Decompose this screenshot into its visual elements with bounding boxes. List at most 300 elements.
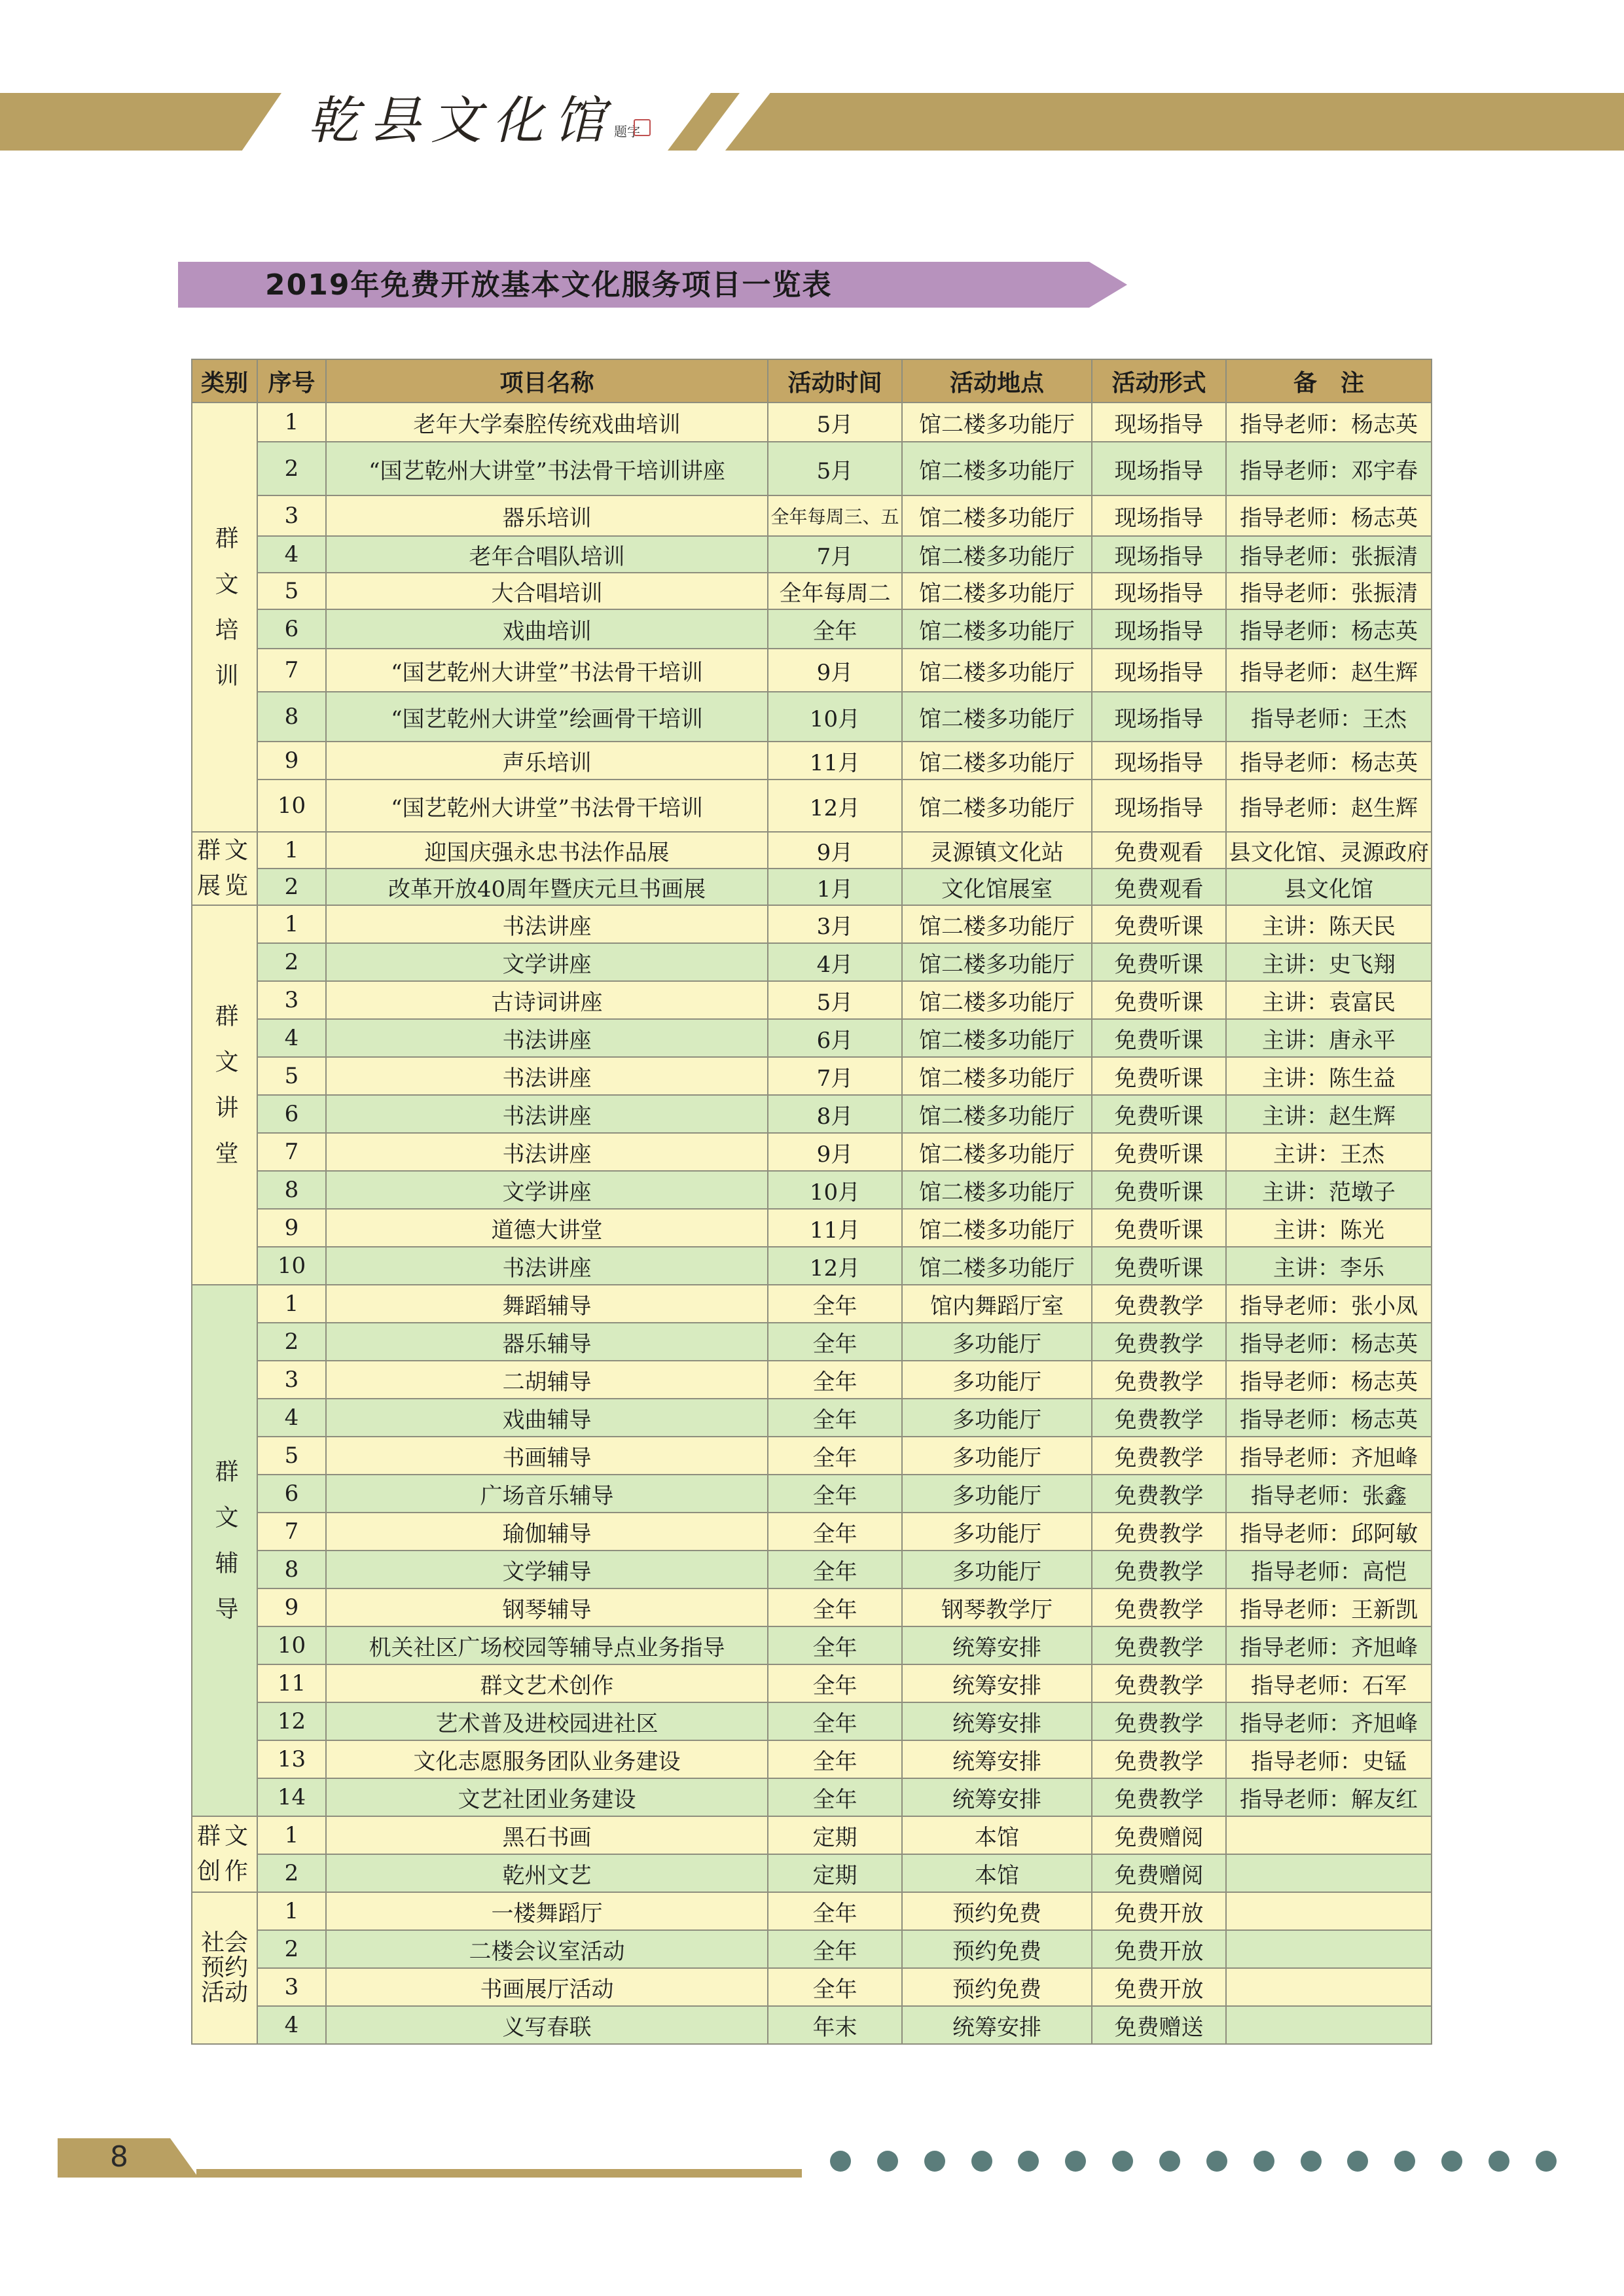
project-name-cell: 书法讲座 (326, 1247, 768, 1285)
table-row (192, 1323, 1432, 1361)
seal-stamp-icon (634, 119, 651, 136)
location-cell: 馆二楼多功能厅 (902, 573, 1092, 609)
form-cell: 免费观看 (1092, 869, 1226, 905)
time-cell: 5月 (768, 403, 902, 442)
table-row (192, 573, 1432, 609)
dot-icon (1018, 2151, 1039, 2172)
remarks-cell: 指导老师：杨志英 (1226, 609, 1432, 649)
remarks-cell: 指导老师：杨志英 (1226, 403, 1432, 442)
table-row (192, 1626, 1432, 1664)
project-name-cell: 文学讲座 (326, 1171, 768, 1209)
table-row (192, 1778, 1432, 1816)
category-cell (192, 1285, 257, 1816)
remarks-cell: 指导老师：张振清 (1226, 573, 1432, 609)
index-cell: 5 (257, 573, 326, 609)
index-cell: 2 (257, 442, 326, 495)
dot-icon (1112, 2151, 1133, 2172)
project-name-cell: 古诗词讲座 (326, 981, 768, 1019)
location-cell: 预约免费 (902, 1930, 1092, 1968)
form-cell: 免费教学 (1092, 1664, 1226, 1702)
time-cell: 全年 (768, 1664, 902, 1702)
category-label: 社会预约活动 (200, 1929, 248, 2006)
index-cell: 6 (257, 609, 326, 649)
category-cell (192, 905, 257, 1285)
project-name-cell: 机关社区广场校园等辅导点业务指导 (326, 1626, 768, 1664)
project-name-cell: 文化志愿服务团队业务建设 (326, 1740, 768, 1778)
time-cell: 定期 (768, 1854, 902, 1892)
table-row (192, 1057, 1432, 1095)
remarks-cell: 指导老师：杨志英 (1226, 495, 1432, 536)
table-row (192, 1361, 1432, 1399)
index-cell: 2 (257, 1323, 326, 1361)
remarks-cell: 指导老师：齐旭峰 (1226, 1626, 1432, 1664)
index-cell: 9 (257, 742, 326, 780)
project-name-cell: 大合唱培训 (326, 573, 768, 609)
time-cell: 9月 (768, 832, 902, 869)
remarks-cell (1226, 1968, 1432, 2006)
time-cell: 3月 (768, 905, 902, 943)
location-cell: 钢琴教学厅 (902, 1588, 1092, 1626)
dot-icon (1065, 2151, 1086, 2172)
footer-dots (830, 2151, 1557, 2173)
project-name-cell: 群文艺术创作 (326, 1664, 768, 1702)
index-cell: 6 (257, 1475, 326, 1513)
remarks-cell: 主讲：王杰 (1226, 1133, 1432, 1171)
index-cell: 9 (257, 1588, 326, 1626)
category-label: 群文创作 (196, 1823, 252, 1885)
category-label: 群文讲堂 (211, 1003, 238, 1187)
remarks-cell: 指导老师：石军 (1226, 1664, 1432, 1702)
form-cell: 现场指导 (1092, 495, 1226, 536)
location-cell: 预约免费 (902, 1968, 1092, 2006)
logo-calligraphy: 乾县文化馆 (308, 92, 616, 151)
remarks-cell: 指导老师：邱阿敏 (1226, 1513, 1432, 1551)
table-row (192, 1171, 1432, 1209)
project-name-cell: 书法讲座 (326, 1133, 768, 1171)
time-cell: 7月 (768, 536, 902, 573)
index-cell: 10 (257, 1626, 326, 1664)
remarks-cell: 指导老师：王杰 (1226, 692, 1432, 742)
location-cell: 馆二楼多功能厅 (902, 943, 1092, 981)
location-cell: 馆二楼多功能厅 (902, 1133, 1092, 1171)
time-cell: 9月 (768, 1133, 902, 1171)
project-name-cell: 义写春联 (326, 2006, 768, 2044)
form-cell: 免费教学 (1092, 1323, 1226, 1361)
time-cell: 全年 (768, 1702, 902, 1740)
table-header-row (192, 359, 1432, 403)
project-name-cell: 书法讲座 (326, 1019, 768, 1057)
project-name-cell: 文学讲座 (326, 943, 768, 981)
dot-icon (830, 2151, 851, 2172)
table-row (192, 943, 1432, 981)
project-name-cell: “国艺乾州大讲堂”书法骨干培训 (326, 780, 768, 832)
table-row (192, 1095, 1432, 1133)
project-name-cell: 书法讲座 (326, 1095, 768, 1133)
index-cell: 7 (257, 1513, 326, 1551)
location-cell: 文化馆展室 (902, 869, 1092, 905)
table-row (192, 1664, 1432, 1702)
form-cell: 现场指导 (1092, 442, 1226, 495)
remarks-cell: 主讲：唐永平 (1226, 1019, 1432, 1057)
remarks-cell: 指导老师：齐旭峰 (1226, 1437, 1432, 1475)
time-cell: 全年 (768, 1930, 902, 1968)
form-cell: 免费教学 (1092, 1588, 1226, 1626)
table-row (192, 1133, 1432, 1171)
header-location: 活动地点 (902, 359, 1092, 403)
project-name-cell: 钢琴辅导 (326, 1588, 768, 1626)
category-cell (192, 1892, 257, 2044)
time-cell: 4月 (768, 943, 902, 981)
form-cell: 免费听课 (1092, 1247, 1226, 1285)
remarks-cell (1226, 1930, 1432, 1968)
form-cell: 免费听课 (1092, 981, 1226, 1019)
table-row (192, 2006, 1432, 2044)
project-name-cell: “国艺乾州大讲堂”书法骨干培训讲座 (326, 442, 768, 495)
time-cell: 12月 (768, 780, 902, 832)
project-name-cell: 黑石书画 (326, 1816, 768, 1854)
location-cell: 多功能厅 (902, 1399, 1092, 1437)
location-cell: 馆内舞蹈厅室 (902, 1285, 1092, 1323)
index-cell: 2 (257, 1854, 326, 1892)
location-cell: 多功能厅 (902, 1361, 1092, 1399)
time-cell: 9月 (768, 649, 902, 692)
form-cell: 免费开放 (1092, 1930, 1226, 1968)
location-cell: 统筹安排 (902, 1702, 1092, 1740)
remarks-cell: 指导老师：杨志英 (1226, 1361, 1432, 1399)
location-cell: 预约免费 (902, 1892, 1092, 1930)
time-cell: 1月 (768, 869, 902, 905)
category-cell (192, 403, 257, 832)
remarks-cell: 指导老师：齐旭峰 (1226, 1702, 1432, 1740)
remarks-cell: 指导老师：史锰 (1226, 1740, 1432, 1778)
form-cell: 免费教学 (1092, 1475, 1226, 1513)
index-cell: 7 (257, 649, 326, 692)
form-cell: 免费听课 (1092, 1209, 1226, 1247)
table-row (192, 403, 1432, 442)
project-name-cell: “国艺乾州大讲堂”书法骨干培训 (326, 649, 768, 692)
location-cell: 多功能厅 (902, 1551, 1092, 1588)
project-name-cell: “国艺乾州大讲堂”绘画骨干培训 (326, 692, 768, 742)
location-cell: 馆二楼多功能厅 (902, 403, 1092, 442)
location-cell: 多功能厅 (902, 1513, 1092, 1551)
form-cell: 免费教学 (1092, 1551, 1226, 1588)
time-cell: 10月 (768, 1171, 902, 1209)
form-cell: 免费听课 (1092, 1133, 1226, 1171)
table-row (192, 981, 1432, 1019)
table-row (192, 692, 1432, 742)
remarks-cell (1226, 1892, 1432, 1930)
location-cell: 馆二楼多功能厅 (902, 1209, 1092, 1247)
category-label: 群文辅导 (211, 1459, 238, 1642)
location-cell: 统筹安排 (902, 1664, 1092, 1702)
time-cell: 全年 (768, 1361, 902, 1399)
time-cell: 7月 (768, 1057, 902, 1095)
location-cell: 馆二楼多功能厅 (902, 742, 1092, 780)
location-cell: 馆二楼多功能厅 (902, 442, 1092, 495)
index-cell: 1 (257, 1816, 326, 1854)
index-cell: 3 (257, 981, 326, 1019)
time-cell: 11月 (768, 1209, 902, 1247)
form-cell: 免费赠阅 (1092, 1854, 1226, 1892)
project-name-cell: 书画辅导 (326, 1437, 768, 1475)
project-name-cell: 文艺社团业务建设 (326, 1778, 768, 1816)
index-cell: 1 (257, 905, 326, 943)
form-cell: 现场指导 (1092, 536, 1226, 573)
form-cell: 现场指导 (1092, 609, 1226, 649)
header-time: 活动时间 (768, 359, 902, 403)
index-cell: 12 (257, 1702, 326, 1740)
location-cell: 馆二楼多功能厅 (902, 495, 1092, 536)
form-cell: 免费教学 (1092, 1399, 1226, 1437)
time-cell: 6月 (768, 1019, 902, 1057)
header-category: 类别 (192, 359, 257, 403)
table-row (192, 1588, 1432, 1626)
project-name-cell: 书画展厅活动 (326, 1968, 768, 2006)
location-cell: 馆二楼多功能厅 (902, 780, 1092, 832)
location-cell: 统筹安排 (902, 1626, 1092, 1664)
location-cell: 统筹安排 (902, 2006, 1092, 2044)
form-cell: 免费教学 (1092, 1513, 1226, 1551)
form-cell: 免费听课 (1092, 943, 1226, 981)
time-cell: 8月 (768, 1095, 902, 1133)
location-cell: 馆二楼多功能厅 (902, 609, 1092, 649)
time-cell: 全年 (768, 1588, 902, 1626)
location-cell: 馆二楼多功能厅 (902, 1171, 1092, 1209)
time-cell: 年末 (768, 2006, 902, 2044)
remarks-cell: 指导老师：解友红 (1226, 1778, 1432, 1816)
remarks-cell: 指导老师：王新凯 (1226, 1588, 1432, 1626)
table-row (192, 609, 1432, 649)
time-cell: 全年每周三、五 (768, 495, 902, 536)
index-cell: 1 (257, 1285, 326, 1323)
table-row (192, 1019, 1432, 1057)
table-row (192, 1399, 1432, 1437)
remarks-cell: 主讲：陈生益 (1226, 1057, 1432, 1095)
header-index: 序号 (257, 359, 326, 403)
location-cell: 馆二楼多功能厅 (902, 1247, 1092, 1285)
time-cell: 全年 (768, 1399, 902, 1437)
table-row (192, 1437, 1432, 1475)
location-cell: 馆二楼多功能厅 (902, 536, 1092, 573)
table-row (192, 1285, 1432, 1323)
project-name-cell: 二胡辅导 (326, 1361, 768, 1399)
location-cell: 馆二楼多功能厅 (902, 1019, 1092, 1057)
category-label: 群文展览 (196, 837, 252, 899)
project-name-cell: 器乐辅导 (326, 1323, 768, 1361)
form-cell: 免费听课 (1092, 1019, 1226, 1057)
remarks-cell (1226, 1854, 1432, 1892)
index-cell: 3 (257, 1361, 326, 1399)
remarks-cell: 指导老师：张小凤 (1226, 1285, 1432, 1323)
dot-icon (1301, 2151, 1322, 2172)
time-cell: 全年 (768, 1892, 902, 1930)
remarks-cell: 主讲：陈天民 (1226, 905, 1432, 943)
table-row (192, 1513, 1432, 1551)
table-row (192, 442, 1432, 495)
remarks-cell: 指导老师：高恺 (1226, 1551, 1432, 1588)
form-cell: 免费赠送 (1092, 2006, 1226, 2044)
remarks-cell: 主讲：袁富民 (1226, 981, 1432, 1019)
time-cell: 全年 (768, 609, 902, 649)
table-row (192, 649, 1432, 692)
remarks-cell: 县文化馆 (1226, 869, 1432, 905)
index-cell: 1 (257, 403, 326, 442)
index-cell: 2 (257, 1930, 326, 1968)
project-name-cell: 声乐培训 (326, 742, 768, 780)
index-cell: 2 (257, 869, 326, 905)
form-cell: 免费教学 (1092, 1778, 1226, 1816)
table-row (192, 832, 1432, 869)
project-name-cell: 器乐培训 (326, 495, 768, 536)
page-number: 8 (110, 2140, 128, 2174)
index-cell: 4 (257, 2006, 326, 2044)
remarks-cell: 指导老师：杨志英 (1226, 1399, 1432, 1437)
project-name-cell: 二楼会议室活动 (326, 1930, 768, 1968)
form-cell: 现场指导 (1092, 573, 1226, 609)
time-cell: 定期 (768, 1816, 902, 1854)
form-cell: 免费听课 (1092, 1057, 1226, 1095)
footer-rule (196, 2169, 802, 2178)
table-row (192, 495, 1432, 536)
index-cell: 3 (257, 1968, 326, 2006)
dot-icon (877, 2151, 898, 2172)
remarks-cell: 指导老师：邓宇春 (1226, 442, 1432, 495)
remarks-cell: 主讲：陈光 (1226, 1209, 1432, 1247)
project-name-cell: 迎国庆强永忠书法作品展 (326, 832, 768, 869)
index-cell: 14 (257, 1778, 326, 1816)
form-cell: 免费教学 (1092, 1437, 1226, 1475)
remarks-cell: 指导老师：杨志英 (1226, 742, 1432, 780)
table-row (192, 869, 1432, 905)
index-cell: 9 (257, 1209, 326, 1247)
remarks-cell: 指导老师：杨志英 (1226, 1323, 1432, 1361)
time-cell: 全年 (768, 1285, 902, 1323)
remarks-cell: 指导老师：赵生辉 (1226, 649, 1432, 692)
time-cell: 10月 (768, 692, 902, 742)
remarks-cell: 县文化馆、灵源政府 (1226, 832, 1432, 869)
header-band-left (0, 93, 281, 151)
location-cell: 馆二楼多功能厅 (902, 1095, 1092, 1133)
project-name-cell: 老年大学秦腔传统戏曲培训 (326, 403, 768, 442)
table-row (192, 1247, 1432, 1285)
dot-icon (1254, 2151, 1274, 2172)
dot-icon (1347, 2151, 1368, 2172)
location-cell: 本馆 (902, 1816, 1092, 1854)
form-cell: 免费赠阅 (1092, 1816, 1226, 1854)
form-cell: 免费听课 (1092, 1095, 1226, 1133)
category-label: 群文培训 (211, 526, 238, 709)
dot-icon (971, 2151, 992, 2172)
category-cell (192, 832, 257, 905)
project-name-cell: 舞蹈辅导 (326, 1285, 768, 1323)
time-cell: 全年 (768, 1551, 902, 1588)
table-row (192, 1892, 1432, 1930)
index-cell: 3 (257, 495, 326, 536)
form-cell: 免费观看 (1092, 832, 1226, 869)
remarks-cell (1226, 2006, 1432, 2044)
location-cell: 多功能厅 (902, 1437, 1092, 1475)
dot-icon (1441, 2151, 1462, 2172)
project-name-cell: 书法讲座 (326, 905, 768, 943)
time-cell: 全年 (768, 1475, 902, 1513)
project-name-cell: 书法讲座 (326, 1057, 768, 1095)
dot-icon (1536, 2151, 1557, 2172)
header-form: 活动形式 (1092, 359, 1226, 403)
project-name-cell: 戏曲培训 (326, 609, 768, 649)
time-cell: 5月 (768, 442, 902, 495)
time-cell: 11月 (768, 742, 902, 780)
time-cell: 5月 (768, 981, 902, 1019)
location-cell: 本馆 (902, 1854, 1092, 1892)
category-cell (192, 1816, 257, 1892)
form-cell: 免费教学 (1092, 1740, 1226, 1778)
table-row (192, 1930, 1432, 1968)
index-cell: 4 (257, 1019, 326, 1057)
location-cell: 多功能厅 (902, 1323, 1092, 1361)
project-name-cell: 瑜伽辅导 (326, 1513, 768, 1551)
remarks-cell: 指导老师：赵生辉 (1226, 780, 1432, 832)
time-cell: 全年 (768, 1740, 902, 1778)
table-row (192, 1551, 1432, 1588)
remarks-cell (1226, 1816, 1432, 1854)
location-cell: 馆二楼多功能厅 (902, 649, 1092, 692)
table-row (192, 1702, 1432, 1740)
logo-inscription: 题字 (614, 124, 640, 139)
index-cell: 4 (257, 1399, 326, 1437)
index-cell: 1 (257, 1892, 326, 1930)
table-row (192, 1740, 1432, 1778)
form-cell: 免费教学 (1092, 1702, 1226, 1740)
form-cell: 现场指导 (1092, 742, 1226, 780)
location-cell: 灵源镇文化站 (902, 832, 1092, 869)
remarks-cell: 主讲：史飞翔 (1226, 943, 1432, 981)
time-cell: 12月 (768, 1247, 902, 1285)
location-cell: 统筹安排 (902, 1778, 1092, 1816)
header-band-slash (668, 93, 740, 151)
table-row (192, 1209, 1432, 1247)
remarks-cell: 主讲：李乐 (1226, 1247, 1432, 1285)
table-row (192, 1968, 1432, 2006)
project-name-cell: 文学辅导 (326, 1551, 768, 1588)
index-cell: 6 (257, 1095, 326, 1133)
dot-icon (1489, 2151, 1509, 2172)
form-cell: 现场指导 (1092, 403, 1226, 442)
header-remarks: 备 注 (1226, 359, 1432, 403)
remarks-cell: 指导老师：张鑫 (1226, 1475, 1432, 1513)
table-row (192, 1816, 1432, 1854)
index-cell: 10 (257, 1247, 326, 1285)
project-name-cell: 一楼舞蹈厅 (326, 1892, 768, 1930)
remarks-cell: 主讲：赵生辉 (1226, 1095, 1432, 1133)
index-cell: 8 (257, 1171, 326, 1209)
location-cell: 统筹安排 (902, 1740, 1092, 1778)
index-cell: 1 (257, 832, 326, 869)
index-cell: 8 (257, 692, 326, 742)
time-cell: 全年 (768, 1626, 902, 1664)
form-cell: 免费开放 (1092, 1968, 1226, 2006)
dot-icon (1394, 2151, 1415, 2172)
table-row (192, 905, 1432, 943)
location-cell: 馆二楼多功能厅 (902, 905, 1092, 943)
header-band-right (725, 93, 1624, 151)
index-cell: 11 (257, 1664, 326, 1702)
project-name-cell: 艺术普及进校园进社区 (326, 1702, 768, 1740)
index-cell: 10 (257, 780, 326, 832)
form-cell: 免费听课 (1092, 1171, 1226, 1209)
form-cell: 免费教学 (1092, 1626, 1226, 1664)
form-cell: 免费教学 (1092, 1361, 1226, 1399)
header-project-name: 项目名称 (326, 359, 768, 403)
